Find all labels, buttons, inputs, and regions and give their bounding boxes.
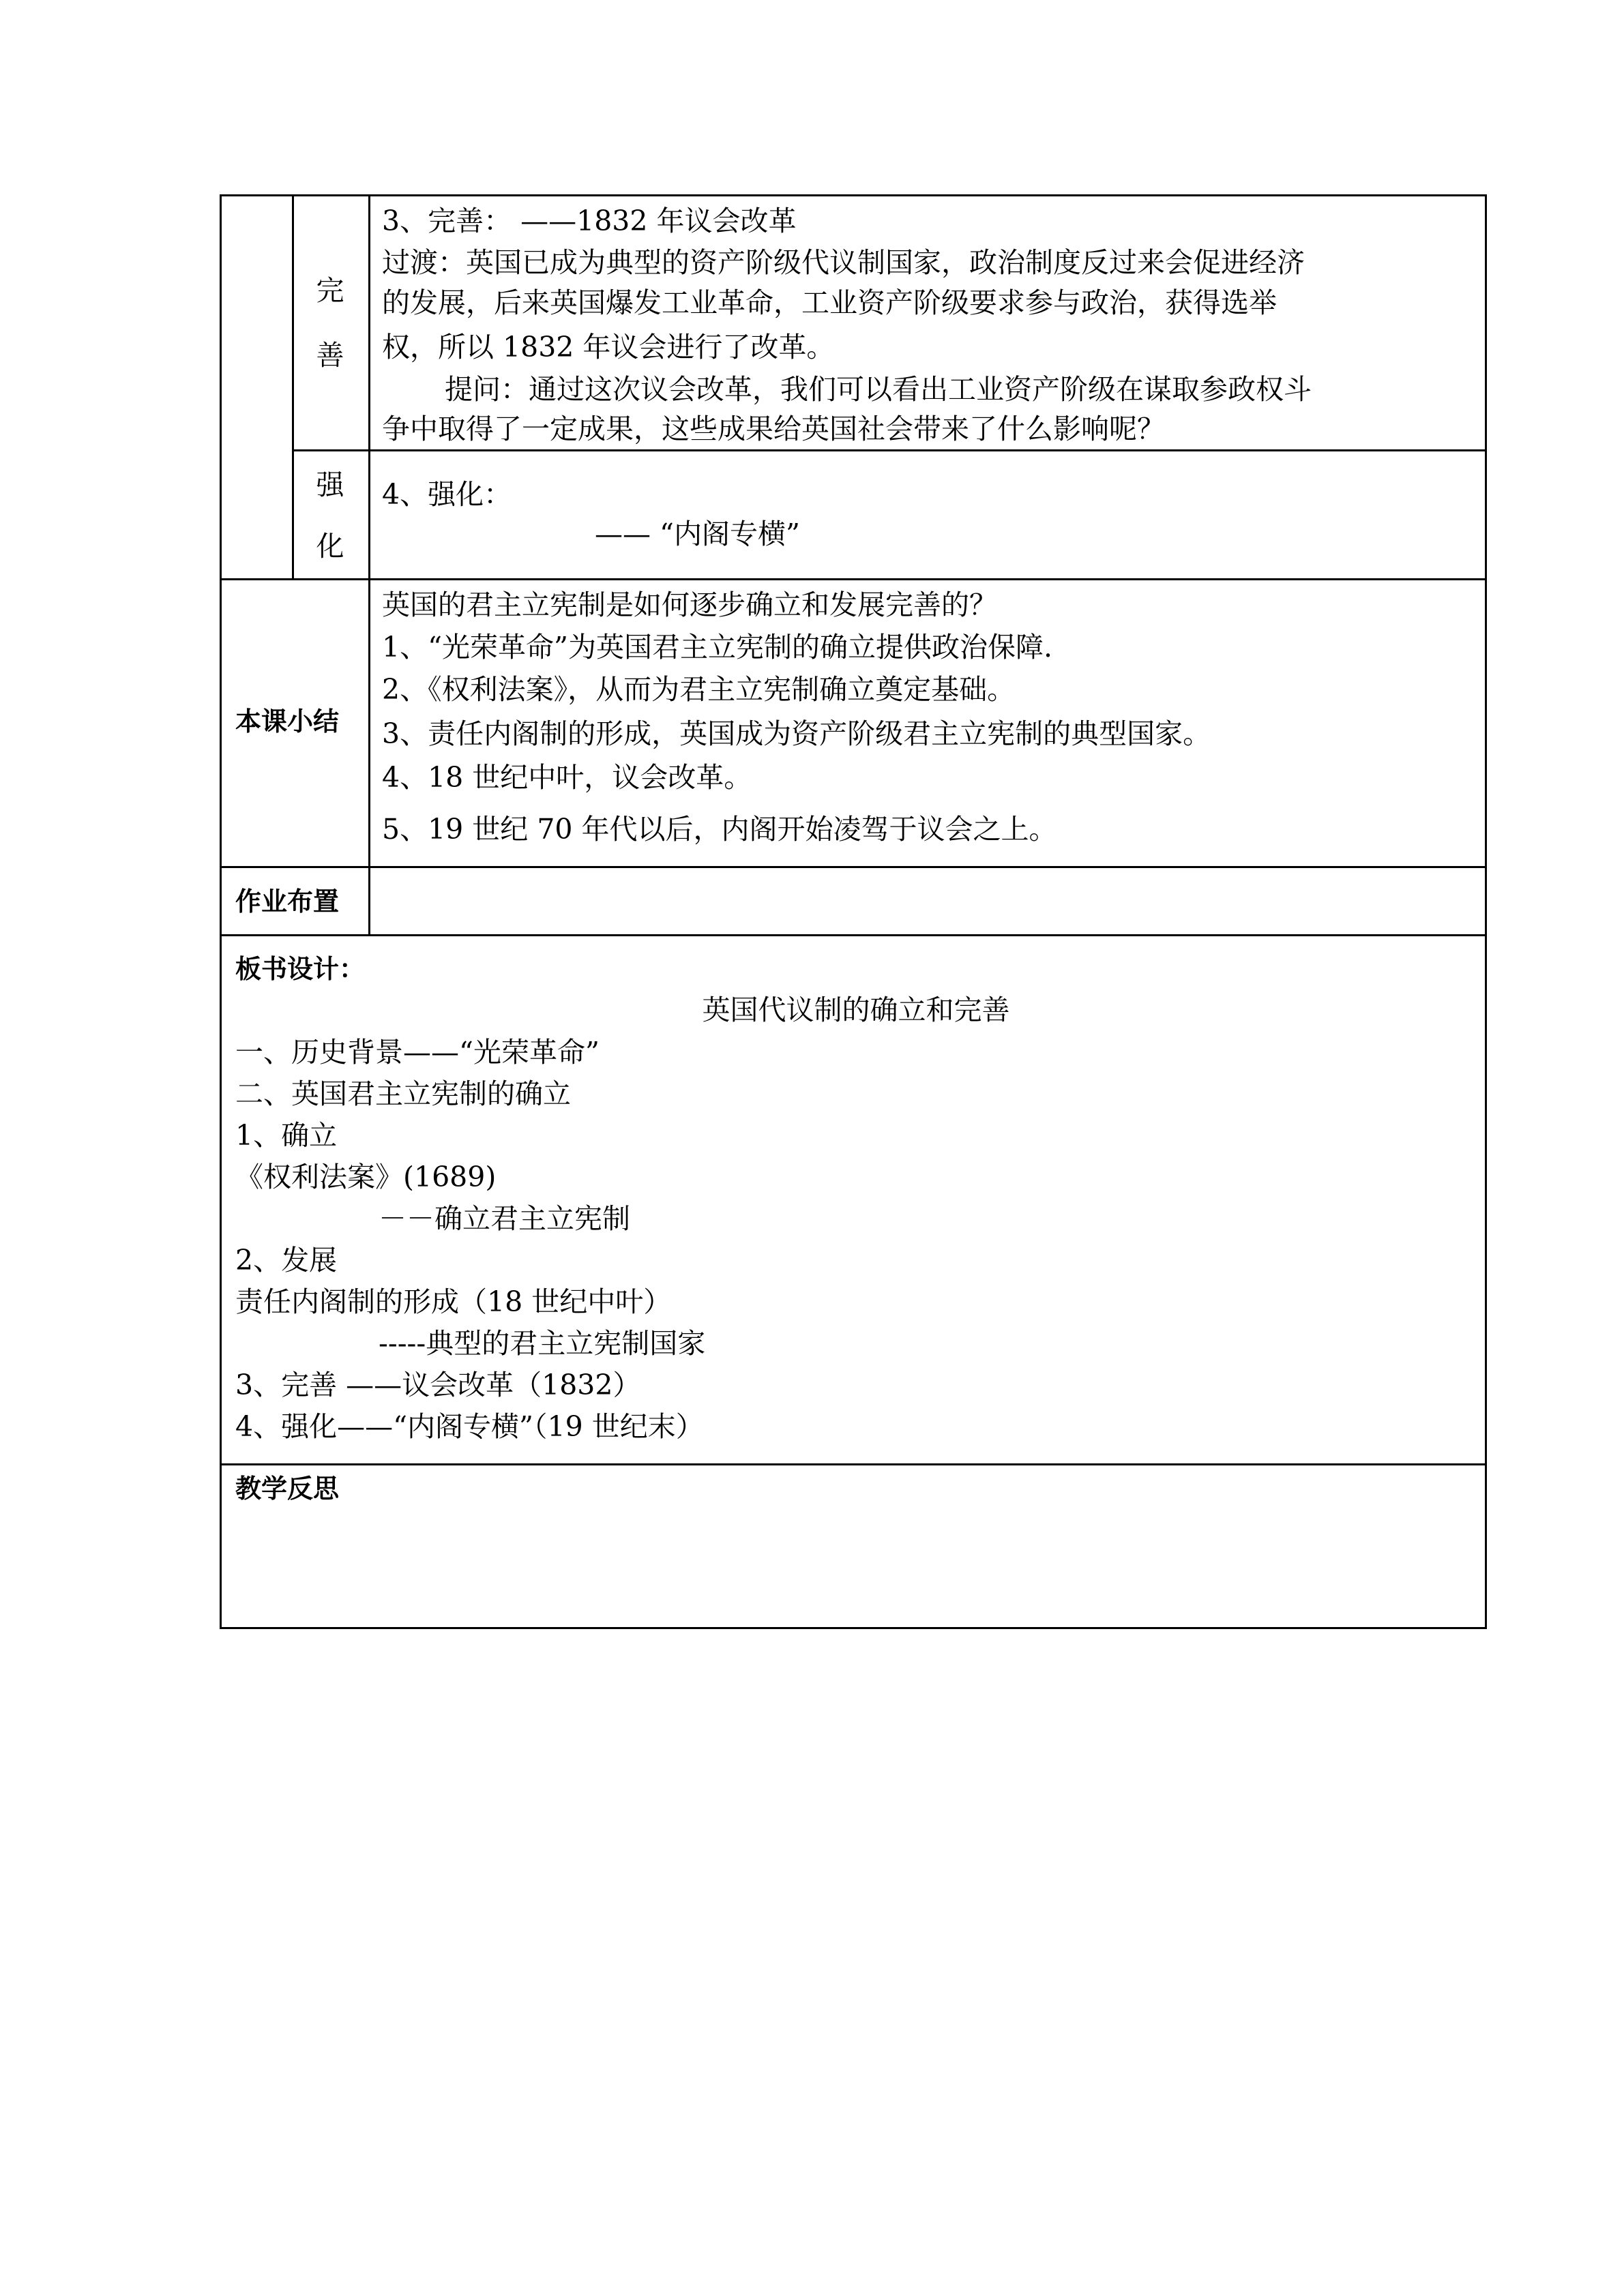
board-line: 2、发展 [235,1244,338,1277]
strengthen-subtitle: —— “内阁专横” [595,518,800,550]
summary-line: 英国的君主立宪制是如何逐步确立和发展完善的？ [382,588,997,621]
improve-side-label-1: 完 [316,274,344,307]
summary-line: 4、18 世纪中叶，议会改革。 [382,761,752,794]
strengthen-side-label-2: 化 [316,530,344,563]
table-border-right [1485,194,1487,1629]
strengthen-title: 4、强化： [382,478,512,511]
board-line: 一、历史背景——“光荣革命” [235,1036,600,1069]
board-line: 责任内阁制的形成（18 世纪中叶） [235,1285,672,1318]
question-line-2: 争中取得了一定成果，这些成果给英国社会带来了什么影响呢？ [382,413,1165,445]
improve-side-label-2: 善 [316,339,344,372]
reflection-label: 教学反思 [235,1474,340,1504]
column-divider-content [368,194,370,936]
column-divider-inner [292,194,294,580]
board-line: 《权利法案》(1689) [235,1161,497,1193]
board-line: 3、完善 ——议会改革（1832） [235,1369,641,1401]
summary-line: 5、19 世纪 70 年代以后，内阁开始凌驾于议会之上。 [382,813,1057,846]
board-line: -----典型的君主立宪制国家 [379,1327,706,1360]
table-border-left [220,194,222,1629]
strengthen-side-label-1: 强 [316,468,344,501]
question-line-1: 提问：通过这次议会改革，我们可以看出工业资产阶级在谋取参政权斗 [445,373,1312,406]
table-border-top [220,194,1487,196]
board-line: 二、英国君主立宪制的确立 [235,1077,571,1110]
board-line: 4、强化——“内阁专横”（19 世纪末） [235,1410,704,1443]
row-divider-reflection [220,1463,1487,1465]
row-divider-board [220,934,1487,936]
table-border-bottom [220,1627,1487,1629]
transition-line-2: 的发展，后来英国爆发工业革命，工业资产阶级要求参与政治，获得选举 [382,286,1277,319]
row-divider-homework [220,866,1487,868]
board-line: －－确立君主立宪制 [379,1202,630,1235]
transition-line-1: 过渡：英国已成为典型的资产阶级代议制国家，政治制度反过来会促进经济 [382,246,1305,279]
summary-line: 1、“光荣革命”为英国君主立宪制的确立提供政治保障. [382,631,1053,664]
summary-line: 2、《权利法案》，从而为君主立宪制确立奠定基础。 [382,673,1016,706]
transition-line-3: 权，所以 1832 年议会进行了改革。 [382,331,835,363]
summary-line: 3、责任内阁制的形成，英国成为资产阶级君主立宪制的典型国家。 [382,717,1211,750]
row-divider-summary [220,578,1487,580]
board-line: 1、确立 [235,1119,338,1152]
board-label: 板书设计： [235,954,366,984]
improve-title: 3、完善： ——1832 年议会改革 [382,205,797,237]
board-title: 英国代议制的确立和完善 [702,994,1010,1026]
summary-label: 本课小结 [235,706,340,736]
homework-label: 作业布置 [235,886,340,916]
